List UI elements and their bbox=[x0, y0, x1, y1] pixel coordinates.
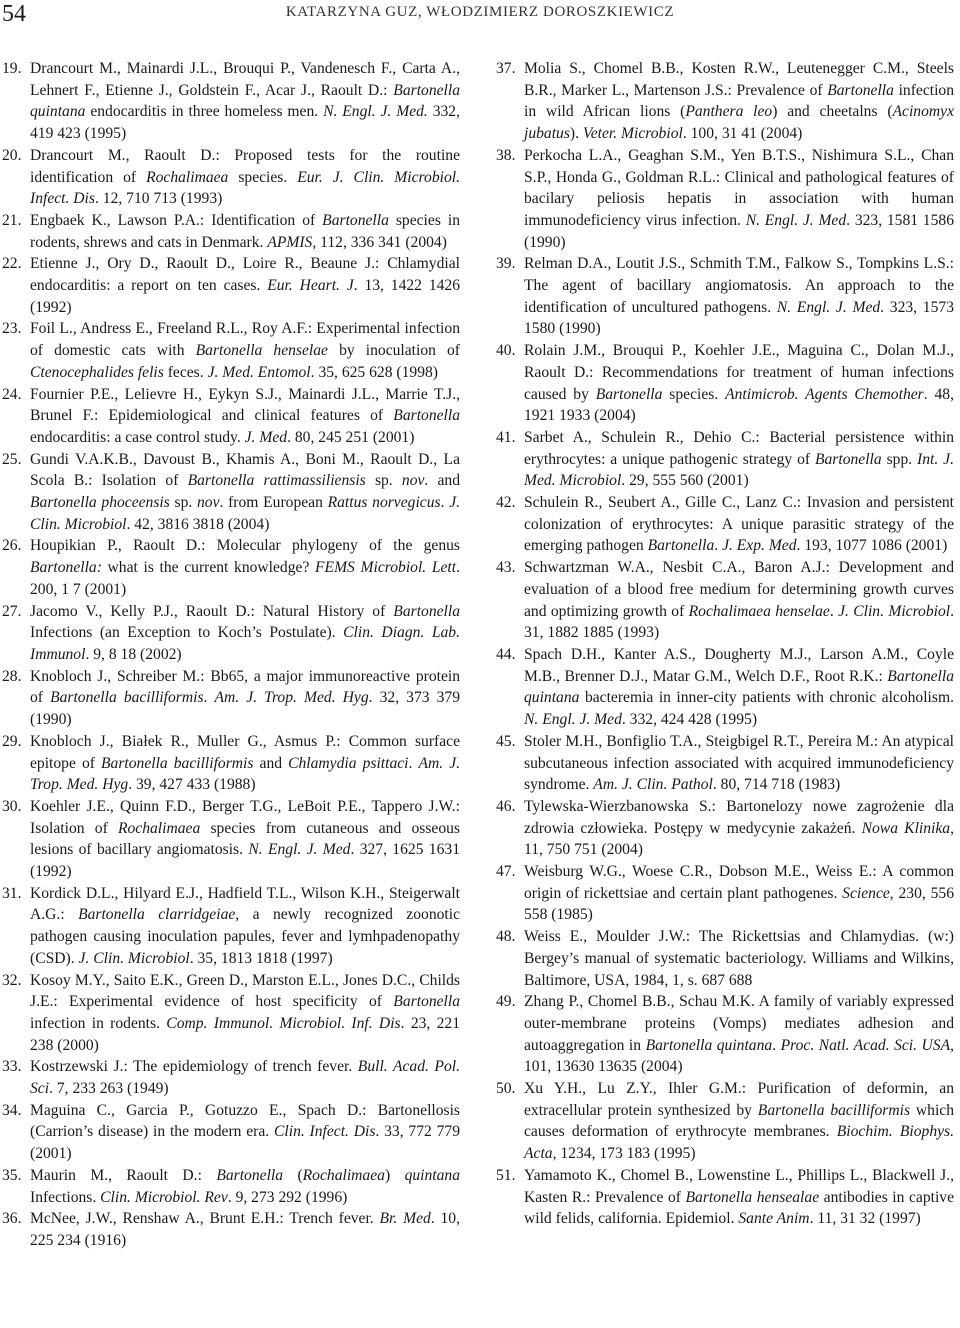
reference-italic-segment: Bartonella phoceensis bbox=[30, 494, 170, 512]
reference-number: 39. bbox=[496, 255, 516, 273]
reference-text bbox=[30, 666, 460, 731]
reference-italic-segment: Bartonella bbox=[814, 450, 882, 468]
reference-entry bbox=[2, 883, 460, 970]
reference-text bbox=[524, 991, 954, 1078]
reference-entry bbox=[496, 796, 954, 861]
reference-segment: Engbaek K., Lawson P.A.: Identification of bbox=[30, 211, 323, 229]
reference-italic-segment: Nowa Klinika bbox=[861, 819, 951, 837]
reference-segment: Sarbet A., Schulein R., Dehio C.: Bacterial persistence within erythrocytes: a unique pathogenic strategy of bbox=[524, 428, 954, 468]
reference-entry bbox=[2, 1056, 460, 1099]
reference-entry bbox=[496, 731, 954, 796]
reference-segment: . 31, 1882 1885 (1993) bbox=[524, 602, 955, 642]
reference-entry bbox=[496, 145, 954, 254]
reference-segment: . 12, 710 713 (1993) bbox=[94, 190, 223, 208]
reference-segment: Zhang P., Chomel B.B., Schau M.K. A family of variably expressed outer-membrane proteins (Vomps) mediates adhesion and autoaggregation in bbox=[524, 993, 954, 1054]
reference-text bbox=[524, 427, 954, 492]
reference-italic-segment: Veter. Microbiol bbox=[582, 125, 683, 143]
reference-text bbox=[30, 58, 460, 145]
reference-entry bbox=[2, 58, 460, 145]
reference-italic-segment: Bartonella hensealae bbox=[685, 1188, 820, 1206]
reference-text bbox=[524, 145, 954, 254]
reference-number: 30. bbox=[2, 797, 22, 815]
reference-italic-segment: N. Engl. J. Med. bbox=[323, 103, 428, 121]
reference-entry bbox=[496, 58, 954, 145]
reference-italic-segment: Panthera leo bbox=[685, 103, 773, 121]
reference-italic-segment: Bartonella quintana bbox=[30, 81, 460, 121]
reference-number: 33. bbox=[2, 1058, 22, 1076]
reference-number: 46. bbox=[496, 797, 516, 815]
reference-number: 49. bbox=[496, 993, 516, 1011]
reference-segment: species. bbox=[662, 385, 726, 403]
reference-italic-segment: Bartonella bbox=[393, 407, 460, 425]
reference-number: 29. bbox=[2, 732, 22, 750]
reference-italic-segment: Ctenocephalides felis bbox=[30, 363, 164, 381]
reference-number: 42. bbox=[496, 494, 516, 512]
reference-segment: Tylewska-Wierzbanowska S.: Bartonelozy nowe zagrożenie dla zdrowia człowieka. Postępy w medycynie zakażeń. bbox=[524, 797, 954, 837]
reference-segment: , 230, 556 558 (1985) bbox=[524, 884, 955, 924]
reference-entry bbox=[496, 861, 954, 926]
reference-italic-segment: nov bbox=[197, 494, 220, 512]
reference-entry bbox=[496, 253, 954, 340]
reference-text bbox=[30, 970, 460, 1057]
reference-italic-segment: Chlamydia psittaci bbox=[288, 754, 409, 772]
reference-italic-segment: Comp. Immunol. Microbiol. Inf. Dis bbox=[166, 1014, 401, 1032]
reference-segment: . bbox=[310, 363, 319, 381]
reference-text bbox=[30, 1208, 460, 1251]
reference-segment: , 625 628 (1998) bbox=[334, 363, 438, 381]
reference-italic-segment: Bartonella bbox=[647, 537, 715, 555]
page-header bbox=[0, 0, 960, 40]
reference-italic-segment: Eur. J. Clin. Microbiol. Infect. Dis bbox=[30, 168, 460, 208]
reference-number: 41. bbox=[496, 428, 516, 446]
reference-segment: Gundi V.A.K.B., Davoust B., Khamis A., Boni M., Raoult D., La Scola B.: Isolation of bbox=[30, 450, 460, 490]
reference-entry bbox=[2, 601, 460, 666]
reference-segment: Drancourt M., Raoult D.: Proposed tests for the routine identification of bbox=[30, 146, 460, 186]
reference-segment: antibodies in captive wild felids, california. Epidemiol. bbox=[524, 1188, 955, 1228]
reference-number: 44. bbox=[496, 645, 516, 663]
reference-italic-segment: Bartonella bacilliformis bbox=[101, 754, 254, 772]
reference-italic-segment: Science bbox=[842, 884, 890, 902]
reference-segment: . 13, 1422 1426 (1992) bbox=[30, 277, 461, 316]
reference-number: 31. bbox=[2, 884, 22, 902]
reference-text bbox=[30, 731, 460, 796]
reference-segment: species from cutaneous and osseous lesions of bacillary angiomatosis. bbox=[30, 819, 460, 859]
running-head: KATARZYNA GUZ, WŁODZIMIERZ DOROSZKIEWICZ bbox=[285, 4, 675, 20]
reference-text bbox=[30, 1165, 460, 1208]
reference-italic-segment: Bartonella quintana bbox=[524, 667, 954, 707]
reference-segment: . 11, 31 32 (1997) bbox=[809, 1210, 921, 1228]
reference-segment: . 80, 714 718 (1983) bbox=[712, 776, 841, 794]
reference-italic-segment: Int. J. Med. Microbiol bbox=[524, 450, 954, 490]
reference-italic-segment: Clin. Infect. Dis bbox=[274, 1123, 376, 1141]
reference-entry bbox=[496, 1165, 954, 1230]
reference-text bbox=[524, 58, 954, 145]
reference-segment: Perkocha L.A., Geaghan S.M., Yen B.T.S., Nishimura S.L., Chan S.P., Honda G., Goldman R.L.: Clinical and pathological features of bacilary peliosis hepatis in association with human immunodeficiency virus infection. bbox=[524, 146, 954, 229]
references-right-column bbox=[496, 58, 954, 1230]
references-left-column bbox=[2, 58, 460, 1252]
reference-segment: spp. bbox=[881, 450, 918, 468]
reference-segment: ). bbox=[569, 125, 583, 143]
reference-segment: 332, 419 423 (1995) bbox=[30, 103, 461, 143]
reference-segment: , a newly recognized zoonotic pathogen causing inoculation papules, fever and lymhpadenopathy (CSD). bbox=[30, 906, 460, 967]
reference-number: 25. bbox=[2, 450, 22, 468]
reference-segment: . 23, 221 238 (2000) bbox=[30, 1014, 461, 1054]
reference-segment: . 332, 424 428 (1995) bbox=[621, 711, 758, 729]
reference-number: 50. bbox=[496, 1080, 516, 1098]
reference-italic-segment: J. Clin. Microbiol bbox=[838, 602, 951, 620]
reference-text bbox=[524, 557, 954, 644]
reference-number: 21. bbox=[2, 211, 22, 229]
reference-number: 43. bbox=[496, 559, 516, 577]
reference-text bbox=[524, 1078, 954, 1165]
reference-text bbox=[524, 644, 954, 731]
reference-italic-segment: Br. Med bbox=[379, 1210, 431, 1228]
reference-italic-segment: Bartonella bbox=[216, 1166, 284, 1184]
reference-segment: . 10, 225 234 (1916) bbox=[30, 1210, 460, 1249]
reference-segment: Kosoy M.Y., Saito E.K., Green D., Marston E.L., Jones D.C., Childs J.E.: Experimental evidence of host specificity of bbox=[30, 971, 460, 1011]
reference-number: 32. bbox=[2, 971, 22, 989]
reference-italic-segment: N. Engl. J. Med bbox=[776, 298, 881, 316]
reference-number: 28. bbox=[2, 667, 22, 685]
page-number: 54 bbox=[2, 1, 26, 27]
reference-italic-segment: N. Engl. J. Med bbox=[745, 211, 847, 229]
reference-segment: . 7, 233 263 (1949) bbox=[49, 1080, 169, 1098]
reference-text bbox=[30, 1100, 460, 1165]
reference-text bbox=[524, 340, 954, 427]
reference-italic-segment: Bartonella rattimassiliensis bbox=[187, 472, 366, 490]
reference-italic-segment: Bartonella bbox=[595, 385, 663, 403]
reference-italic-segment: APMIS bbox=[267, 233, 313, 251]
reference-segment: . bbox=[203, 689, 215, 707]
reference-segment: . 323, 1581 1586 (1990) bbox=[524, 211, 954, 251]
reference-segment: endocarditis: a case control study. bbox=[30, 428, 245, 446]
reference-segment: . 80, 245 251 (2001) bbox=[287, 428, 415, 446]
reference-italic-segment: Bartonella bbox=[393, 993, 460, 1011]
reference-text bbox=[30, 535, 460, 600]
reference-italic-segment: Rochalimaea henselae bbox=[688, 602, 830, 620]
reference-italic-segment: Antimicrob. Agents Chemother bbox=[725, 385, 924, 403]
reference-entry bbox=[496, 991, 954, 1078]
reference-segment: and bbox=[253, 754, 289, 772]
reference-number: 38. bbox=[496, 146, 516, 164]
reference-italic-segment: nov bbox=[401, 472, 425, 490]
reference-entry bbox=[2, 970, 460, 1057]
reference-italic-segment: Rochalimaea bbox=[117, 819, 201, 837]
reference-entry bbox=[2, 253, 460, 318]
reference-segment: Xu Y.H., Lu Z.Y., Ihler G.M.: Purification of deformin, an extracellular protein synthesized by bbox=[524, 1080, 954, 1119]
reference-entry bbox=[2, 318, 460, 383]
reference-text bbox=[30, 384, 460, 449]
reference-italic-segment: J. Exp. Med bbox=[722, 537, 797, 555]
reference-entry bbox=[496, 1078, 954, 1165]
reference-italic-segment: Biochim. Biophys. Acta bbox=[524, 1123, 955, 1163]
reference-segment: endocarditis in three homeless men. bbox=[85, 103, 324, 121]
reference-italic-segment: Rochalimaea bbox=[302, 1166, 385, 1184]
reference-segment: Relman D.A., Loutit J.S., Schmith T.M., Falkow S., Tompkins L.S.: The agent of bacillary angiomatosis. An approach to the identification of uncultured pathogens. bbox=[524, 255, 954, 316]
reference-segment: . 100, 31 41 (2004) bbox=[682, 125, 803, 143]
reference-number: 37. bbox=[496, 60, 516, 77]
reference-italic-segment: J. Clin. Microbiol bbox=[30, 494, 461, 533]
reference-segment: species in rodents, shrews and cats in Denmark. bbox=[30, 211, 460, 251]
reference-segment: McNee, J.W., Renshaw A., Brunt E.H.: Trench fever. bbox=[30, 1210, 380, 1228]
reference-text bbox=[30, 145, 460, 210]
reference-italic-segment: Bartonella bacilliformis bbox=[757, 1101, 911, 1119]
reference-segment: 35 bbox=[318, 363, 335, 381]
reference-number: 48. bbox=[496, 928, 516, 946]
reference-segment: bacteremia in inner-city patients with chronic alcoholism. bbox=[579, 689, 954, 707]
reference-number: 35. bbox=[2, 1166, 22, 1184]
reference-segment: Fournier P.E., Lelievre H., Eykyn S.J., Mainardi J.L., Marrie T.J., Brunel F.: Epidemiological and clinical features of bbox=[30, 385, 460, 425]
reference-number: 27. bbox=[2, 602, 22, 620]
reference-text bbox=[30, 1056, 460, 1099]
reference-segment: Yamamoto K., Chomel B., Lowenstine L., Phillips L., Blackwell J., Kasten R.: Prevalence of bbox=[524, 1166, 954, 1206]
reference-segment: Weiss E., Moulder J.W.: The Rickettsias and Chlamydias. (w:) Bergey’s manual of systematic bacteriology. Williams and Wilkins, Baltimore, USA, 1984, 1, s. 687 688 bbox=[524, 928, 954, 989]
reference-italic-segment: Bartonella clarridgeiae bbox=[78, 906, 236, 924]
reference-number: 45. bbox=[496, 732, 516, 750]
reference-segment: . bbox=[714, 537, 723, 555]
reference-segment: . 42, 3816 3818 (2004) bbox=[126, 515, 270, 533]
reference-segment: . and bbox=[424, 472, 461, 490]
reference-italic-segment: Bartonella quintana bbox=[645, 1036, 773, 1054]
reference-segment: Etienne J., Ory D., Raoult D., Loire R., Beaune J.: Chlamydial endocarditis: a report on ten cases. bbox=[30, 255, 460, 295]
reference-entry bbox=[2, 210, 460, 253]
reference-number: 36. bbox=[2, 1210, 22, 1228]
reference-segment: . bbox=[408, 754, 419, 772]
reference-entry bbox=[2, 731, 460, 796]
reference-segment: Koehler J.E., Quinn F.D., Berger T.G., LeBoit P.E., Tappero J.W.: Isolation of bbox=[30, 797, 460, 837]
reference-entry bbox=[2, 796, 460, 883]
reference-entry bbox=[2, 1165, 460, 1208]
reference-segment: . 33, 772 779 (2001) bbox=[30, 1123, 460, 1163]
reference-segment: . 323, 1573 1580 (1990) bbox=[524, 298, 954, 338]
reference-italic-segment: Bartonella: bbox=[30, 559, 102, 577]
reference-segment: . from European bbox=[219, 494, 328, 512]
reference-number: 22. bbox=[2, 255, 22, 273]
reference-number: 19. bbox=[2, 60, 22, 77]
reference-italic-segment: Bartonella bbox=[827, 81, 894, 99]
reference-number: 24. bbox=[2, 385, 22, 403]
reference-text bbox=[30, 883, 460, 970]
reference-segment: infection in wild African lions ( bbox=[524, 81, 954, 121]
reference-segment: ( bbox=[283, 1166, 303, 1184]
reference-italic-segment: Bartonella bbox=[322, 211, 389, 229]
reference-italic-segment: Acinomyx jubatus bbox=[524, 103, 955, 143]
reference-entry bbox=[2, 535, 460, 600]
reference-segment: . 48, 1921 1933 (2004) bbox=[524, 385, 954, 425]
reference-segment: Foil L., Andress E., Freeland R.L., Roy A.F.: Experimental infection of domestic cats with bbox=[30, 320, 460, 360]
reference-segment: Houpikian P., Raoult D.: Molecular phylogeny of the genus bbox=[30, 537, 460, 555]
reference-segment: . 9, 8 18 (2002) bbox=[85, 645, 182, 663]
reference-segment: . bbox=[772, 1036, 781, 1054]
reference-segment: sp. bbox=[169, 494, 197, 512]
reference-segment: , 1234, 173 183 (1995) bbox=[552, 1145, 696, 1163]
reference-text bbox=[524, 731, 954, 796]
reference-entry bbox=[2, 1208, 460, 1251]
reference-italic-segment: J. Clin. Microbiol bbox=[78, 949, 190, 967]
reference-segment: Stoler M.H., Bonfiglio T.A., Steigbigel R.T., Pereira M.: An atypical subcutaneous infection associated with acquired immunodeficiency syndrome. bbox=[524, 732, 954, 794]
reference-segment: Maurin M., Raoult D.: bbox=[30, 1166, 217, 1184]
reference-segment: ) and cheetalns ( bbox=[772, 103, 893, 121]
reference-segment: Infections. bbox=[30, 1188, 101, 1206]
reference-italic-segment: Am. J. Trop. Med. Hyg bbox=[214, 689, 369, 707]
reference-segment: what is the current knowledge? bbox=[101, 559, 316, 577]
reference-segment: . bbox=[829, 602, 839, 620]
reference-entry bbox=[2, 384, 460, 449]
reference-segment: . 193, 1077 1086 (2001) bbox=[796, 537, 948, 555]
reference-segment: ) bbox=[384, 1166, 405, 1184]
reference-text bbox=[30, 601, 460, 666]
reference-segment: . 39, 427 433 (1988) bbox=[128, 776, 256, 794]
reference-entry bbox=[496, 492, 954, 557]
reference-italic-segment: Eur. Heart. J bbox=[267, 277, 354, 295]
reference-text bbox=[30, 796, 460, 883]
reference-segment: species. bbox=[228, 168, 298, 186]
reference-segment: . 200, 1 7 (2001) bbox=[30, 559, 460, 598]
reference-number: 26. bbox=[2, 537, 22, 555]
reference-italic-segment: J. Med bbox=[244, 428, 288, 446]
reference-text bbox=[524, 861, 954, 926]
reference-italic-segment: Bartonella bacilliformis bbox=[50, 689, 204, 707]
reference-segment: Kostrzewski J.: The epidemiology of trench fever. bbox=[30, 1058, 358, 1076]
reference-italic-segment: Clin. Microbiol. Rev bbox=[100, 1188, 228, 1206]
reference-italic-segment: Sante Anim bbox=[738, 1210, 810, 1228]
reference-segment: . 35, 1813 1818 (1997) bbox=[189, 949, 333, 967]
reference-italic-segment: Bull. Acad. Pol. Sci bbox=[30, 1058, 460, 1098]
reference-segment: by inoculation of bbox=[327, 342, 460, 360]
reference-text bbox=[524, 492, 954, 557]
reference-segment: Weisburg W.G., Woese C.R., Dobson M.E., Weiss E.: A common origin of rickettsiae and certain plant pathogenes. bbox=[524, 863, 954, 902]
reference-entry bbox=[496, 644, 954, 731]
reference-segment: , 101, 13630 13635 (2004) bbox=[524, 1036, 955, 1076]
reference-number: 47. bbox=[496, 863, 516, 881]
reference-number: 23. bbox=[2, 320, 22, 338]
reference-text bbox=[524, 1165, 954, 1230]
reference-text bbox=[30, 318, 460, 383]
reference-segment: Molia S., Chomel B.B., Kosten R.W., Leutenegger C.M., Steels B.R., Marker L., Martenson J.S.: Prevalence of bbox=[524, 60, 954, 99]
reference-segment: Rolain J.M., Brouqui P., Koehler J.E., Maguina C., Dolan M.J., Raoult D.: Recommendations for treatment of human infections caused by bbox=[524, 342, 954, 403]
reference-italic-segment: Clin. Diagn. Lab. Immunol bbox=[30, 624, 460, 663]
reference-segment: . 29, 555 560 (2001) bbox=[621, 472, 749, 490]
reference-italic-segment: Proc. Natl. Acad. Sci. USA bbox=[780, 1036, 951, 1054]
reference-entry bbox=[2, 449, 460, 536]
reference-text bbox=[30, 210, 460, 253]
reference-segment: , 11, 750 751 (2004) bbox=[524, 819, 954, 859]
reference-segment: , 112, 336 341 (2004) bbox=[312, 233, 447, 251]
reference-italic-segment: Rattus norvegicus bbox=[327, 494, 441, 512]
reference-segment: Jacomo V., Kelly P.J., Raoult D.: Natural History of bbox=[30, 602, 394, 620]
reference-italic-segment: Bartonella henselae bbox=[195, 342, 328, 360]
reference-segment: infection in rodents. bbox=[30, 1014, 167, 1032]
reference-italic-segment: FEMS Microbiol. Lett bbox=[315, 559, 457, 577]
reference-segment: sp. bbox=[365, 472, 402, 490]
reference-entry bbox=[2, 666, 460, 731]
reference-segment: Infections (an Exception to Koch’s Postulate). bbox=[30, 624, 344, 642]
reference-segment: feces. bbox=[163, 363, 208, 381]
reference-segment: . 327, 1625 1631 (1992) bbox=[30, 841, 460, 881]
reference-italic-segment: Rochalimaea bbox=[146, 168, 229, 186]
reference-entry bbox=[496, 427, 954, 492]
reference-segment: . 32, 373 379 (1990) bbox=[30, 689, 460, 729]
reference-segment: Kordick D.L., Hilyard E.J., Hadfield T.L., Wilson K.H., Steigerwalt A.G.: bbox=[30, 884, 460, 924]
reference-italic-segment: J. Med. Entomol bbox=[207, 363, 311, 381]
reference-text bbox=[524, 926, 954, 991]
reference-entry bbox=[496, 926, 954, 991]
reference-italic-segment: Am. J. Clin. Pathol bbox=[593, 776, 713, 794]
reference-number: 40. bbox=[496, 342, 516, 360]
reference-segment: Maguina C., Garcia P., Gotuzzo E., Spach D.: Bartonellosis (Carrion’s disease) in the modern era. bbox=[30, 1101, 460, 1141]
reference-text bbox=[524, 253, 954, 340]
reference-segment: Knobloch J., Schreiber M.: Bb65, a major immunoreactive protein of bbox=[30, 667, 460, 707]
reference-segment: Knobloch J., Białek R., Muller G., Asmus P.: Common surface epitope of bbox=[30, 732, 460, 772]
reference-text bbox=[30, 449, 460, 536]
reference-entry bbox=[496, 340, 954, 427]
reference-segment: Schulein R., Seubert A., Gille C., Lanz C.: Invasion and persistent colonization of erythrocytes: A unique parasitic strategy of the emerging pathogen bbox=[524, 494, 954, 555]
reference-italic-segment: Bartonella bbox=[393, 602, 460, 620]
reference-segment: Schwartzman W.A., Nesbit C.A., Baron A.J.: Development and evaluation of a blood free medium for determining growth curves and optimizing growth of bbox=[524, 559, 954, 620]
reference-italic-segment: Am. J. Trop. Med. Hyg bbox=[30, 754, 461, 794]
reference-segment: . 9, 273 292 (1996) bbox=[227, 1188, 348, 1206]
reference-segment: Drancourt M., Mainardi J.L., Brouqui P., Vandenesch F., Carta A., Lehnert F., Etienne J., Goldstein F., Acar J., Raoult D.: bbox=[30, 60, 460, 99]
reference-entry bbox=[2, 1100, 460, 1165]
reference-number: 51. bbox=[496, 1166, 516, 1184]
reference-segment: . bbox=[440, 494, 450, 512]
reference-segment: which causes deformation of erythrocyte membranes. bbox=[524, 1101, 954, 1141]
reference-italic-segment: N. Engl. J. Med bbox=[524, 711, 622, 729]
reference-text bbox=[524, 796, 954, 861]
reference-segment: Spach D.H., Kanter A.S., Dougherty M.J., Larson A.M., Coyle M.B., Brenner D.J., Matar G.M., Welch D.F., Root R.K.: bbox=[524, 645, 954, 685]
reference-italic-segment: N. Engl. J. Med bbox=[248, 841, 351, 859]
reference-number: 34. bbox=[2, 1101, 22, 1119]
reference-italic-segment: quintana bbox=[404, 1166, 461, 1184]
reference-entry bbox=[496, 557, 954, 644]
reference-text bbox=[30, 253, 460, 318]
reference-entry bbox=[2, 145, 460, 210]
reference-number: 20. bbox=[2, 146, 22, 164]
